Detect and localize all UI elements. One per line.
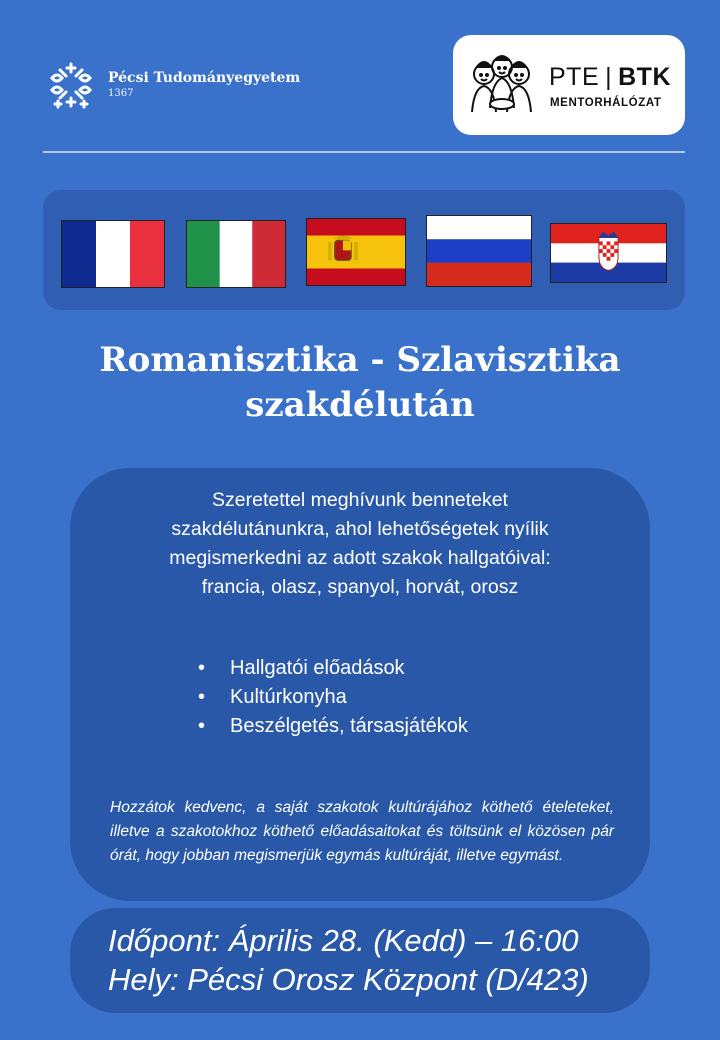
list-item: • Hallgatói előadások bbox=[198, 654, 468, 683]
flags-panel bbox=[43, 190, 685, 310]
flag-spain bbox=[306, 218, 406, 286]
croatia-coat-of-arms-icon bbox=[599, 232, 618, 271]
time-place-panel bbox=[70, 908, 650, 1013]
flag-france bbox=[61, 220, 165, 288]
event-title-line-1: Romanisztika - Szlavisztika bbox=[99, 340, 621, 380]
university-name: Pécsi Tudományegyetem bbox=[108, 70, 301, 86]
mentor-btk: BTK bbox=[618, 63, 672, 91]
mentor-separator: | bbox=[605, 63, 613, 91]
invitation-text bbox=[110, 486, 610, 602]
invitation-line-4: francia, olasz, spanyol, horvát, orosz bbox=[201, 576, 519, 598]
flag-russia bbox=[426, 215, 532, 287]
list-item: • Kultúrkonyha bbox=[198, 683, 468, 712]
info-panel bbox=[70, 468, 650, 901]
university-year: 1367 bbox=[108, 88, 134, 99]
flag-italy bbox=[186, 220, 286, 288]
mentor-pte: PTE bbox=[549, 63, 600, 91]
university-emblem-icon bbox=[46, 60, 96, 110]
invitation-line-2: szakdélutánunkra, ahol lehetőségetek nyílik bbox=[171, 518, 549, 540]
event-time: Időpont: Április 28. (Kedd) – 16:00 bbox=[108, 923, 579, 958]
event-title bbox=[0, 338, 720, 428]
header-divider bbox=[43, 151, 685, 153]
flag-croatia bbox=[550, 223, 667, 283]
list-item: • Beszélgetés, társasjátékok bbox=[198, 712, 468, 741]
mentor-network-label: MENTORHÁLÓZAT bbox=[550, 97, 662, 109]
mentors-illustration-icon bbox=[469, 52, 535, 118]
event-title-line-2: szakdélután bbox=[245, 385, 475, 425]
invitation-line-3: megismerkedni az adott szakok hallgatóival: bbox=[169, 547, 551, 569]
invitation-line-1: Szeretettel meghívunk benneteket bbox=[212, 489, 508, 511]
mentor-title bbox=[549, 63, 671, 92]
event-place: Hely: Pécsi Orosz Központ (D/423) bbox=[108, 962, 589, 997]
note-text: Hozzátok kedvenc, a saját szakotok kultúrájához köthető ételeteket, illetve a szakotokhoz köthető előadásaitokat és töltsünk el közösen pár órát, hogy jobban megismerjük egymás kultúráját, illetve egymást. bbox=[110, 799, 614, 864]
mentor-network-logo bbox=[453, 35, 685, 135]
program-list bbox=[198, 654, 468, 741]
university-logo bbox=[46, 60, 300, 110]
